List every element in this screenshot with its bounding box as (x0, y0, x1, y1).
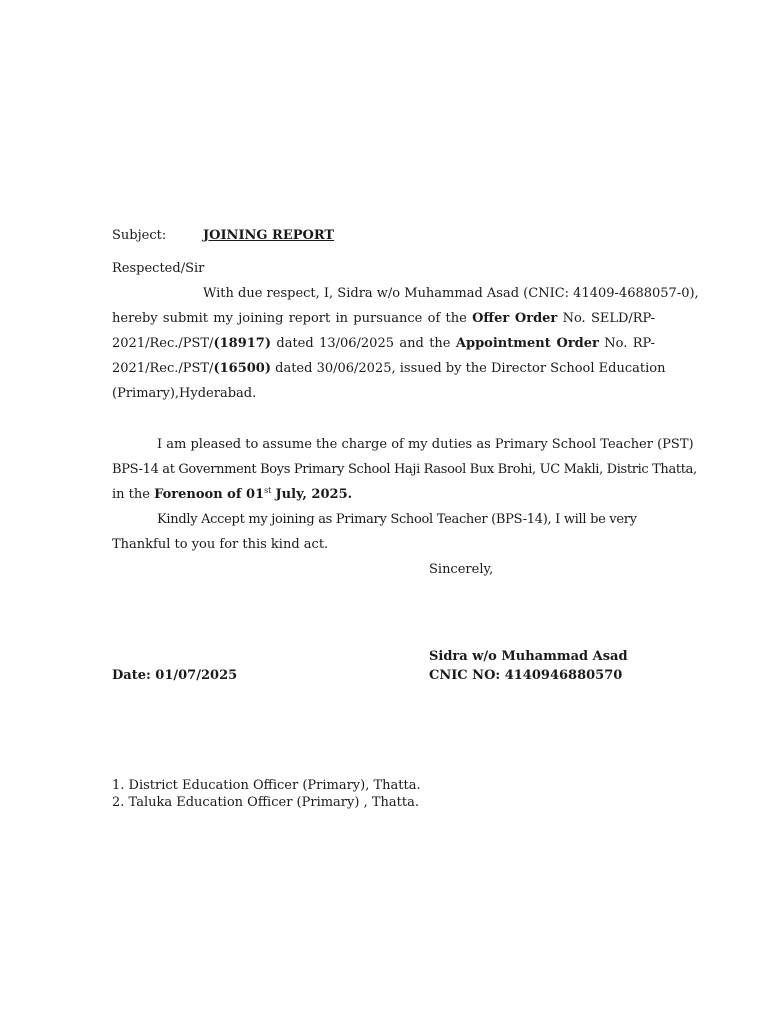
p1-line-3: 2021/Rec./PST/(18917) dated 13/06/2025 and the Appointment Order No. RP- (112, 336, 655, 351)
subject-label: Subject: (112, 228, 167, 243)
p3-line-1: Kindly Accept my joining as Primary School Teacher (BPS-14), I will be very (157, 512, 637, 527)
copy-item-2: 2. Taluka Education Officer (Primary) , Thatta. (112, 795, 419, 810)
p2-line-1: I am pleased to assume the charge of my duties as Primary School Teacher (PST) (157, 437, 694, 452)
p2-line-2: BPS-14 at Government Boys Primary School Haji Rasool Bux Brohi, UC Makli, Distric Thatta, (112, 462, 697, 477)
closing: Sincerely, (429, 562, 494, 577)
p1-line-1: With due respect, I, Sidra w/o Muhammad Asad (CNIC: 41409-4688057-0), (203, 286, 699, 301)
salutation: Respected/Sir (112, 261, 205, 276)
signature-name: Sidra w/o Muhammad Asad (429, 649, 628, 664)
p3-line-2: Thankful to you for this kind act. (112, 537, 329, 552)
copy-item-1: 1. District Education Officer (Primary), Thatta. (112, 778, 421, 793)
p1-line-5: (Primary),Hyderabad. (112, 386, 257, 401)
p2-line-3: in the Forenoon of 01st July, 2025. (112, 486, 353, 502)
p1-line-2: hereby submit my joining report in pursuance of the Offer Order No. SELD/RP- (112, 311, 655, 326)
date: Date: 01/07/2025 (112, 668, 238, 683)
subject-title: JOINING REPORT (203, 228, 335, 243)
signature-cnic: CNIC NO: 4140946880570 (429, 668, 623, 683)
p1-line-4: 2021/Rec./PST/(16500) dated 30/06/2025, issued by the Director School Education (112, 361, 666, 376)
